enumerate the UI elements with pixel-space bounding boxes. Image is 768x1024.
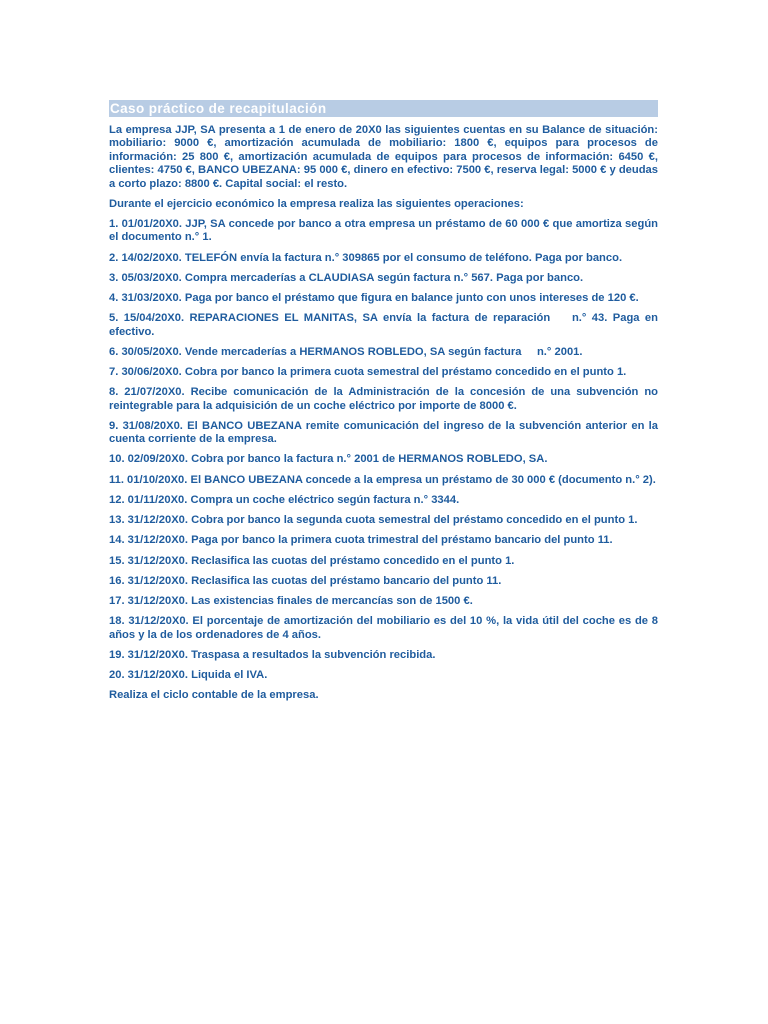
operation-item: 11. 01/10/20X0. El BANCO UBEZANA concede a la empresa un préstamo de 30 000 € (documento n.° 2).	[109, 473, 656, 486]
operation-item: 7. 30/06/20X0. Cobra por banco la primera cuota semestral del préstamo concedido en el punto 1.	[109, 366, 627, 379]
operation-item: 19. 31/12/20X0. Traspasa a resultados la subvención recibida.	[109, 648, 436, 661]
operation-item: 15. 31/12/20X0. Reclasifica las cuotas del préstamo concedido en el punto 1.	[109, 554, 515, 567]
operation-item: 10. 02/09/20X0. Cobra por banco la factura n.° 2001 de HERMANOS ROBLEDO, SA.	[109, 453, 548, 466]
section-title: Caso práctico de recapitulación	[110, 101, 327, 116]
operation-item: 5. 15/04/20X0. REPARACIONES EL MANITAS, SA envía la factura de reparación n.° 43. Paga en efectivo.	[109, 312, 662, 338]
section-title-bar	[109, 100, 658, 117]
operation-item: 18. 31/12/20X0. El porcentaje de amortización del mobiliario es del 10 %, la vida útil del coche es de 8 años y la de los ordenadores de 4 años.	[109, 615, 658, 641]
operation-item: 1. 01/01/20X0. JJP, SA concede por banco a otra empresa un préstamo de 60 000 € que amortiza según el documento n.° 1.	[109, 218, 658, 244]
document-page	[109, 100, 662, 709]
operation-item: 12. 01/11/20X0. Compra un coche eléctrico según factura n.° 3344.	[109, 493, 460, 506]
operation-item: 6. 30/05/20X0. Vende mercaderías a HERMANOS ROBLEDO, SA según factura n.° 2001.	[109, 345, 583, 358]
lead-paragraph: Durante el ejercicio económico la empresa realiza las siguientes operaciones:	[109, 197, 524, 210]
closing-paragraph: Realiza el ciclo contable de la empresa.	[109, 689, 319, 702]
operation-item: 14. 31/12/20X0. Paga por banco la primera cuota trimestral del préstamo bancario del punto 11.	[109, 534, 613, 547]
operation-item: 8. 21/07/20X0. Recibe comunicación de la Administración de la concesión de una subvención no reintegrable para la adquisición de un coche eléctrico por importe de 8000 €.	[109, 386, 658, 412]
operation-item: 9. 31/08/20X0. El BANCO UBEZANA remite comunicación del ingreso de la subvención anterior en la cuenta corriente de la empresa.	[109, 419, 658, 446]
operation-item: 13. 31/12/20X0. Cobra por banco la segunda cuota semestral del préstamo concedido en el punto 1.	[109, 514, 638, 527]
operation-item: 4. 31/03/20X0. Paga por banco el préstamo que figura en balance junto con unos intereses de 120 €.	[109, 292, 639, 305]
operation-item: 20. 31/12/20X0. Liquida el IVA.	[109, 668, 268, 681]
intro-paragraph: La empresa JJP, SA presenta a 1 de enero de 20X0 las siguientes cuentas en su Balance de situación: mobiliario: 9000 €, amortización acumulada de mobiliario: 1800 €, equipos para procesos de información: 25 800 €, amortización acumulada de equipos para procesos de información: 6450 €, clientes: 4750 €, BANCO UBEZANA: 95 000 €, dinero en efectivo: 7500 €, reserva legal: 5000 € y deudas a corto plazo: 8800 €. Capital social: el resto.	[109, 124, 658, 190]
operation-item: 2. 14/02/20X0. TELEFÓN envía la factura n.° 309865 por el consumo de teléfono. Paga por banco.	[109, 251, 623, 264]
operation-item: 16. 31/12/20X0. Reclasifica las cuotas del préstamo bancario del punto 11.	[109, 574, 502, 587]
operation-item: 3. 05/03/20X0. Compra mercaderías a CLAUDIASA según factura n.° 567. Paga por banco.	[109, 271, 584, 284]
operation-item: 17. 31/12/20X0. Las existencias finales de mercancías son de 1500 €.	[109, 594, 473, 607]
